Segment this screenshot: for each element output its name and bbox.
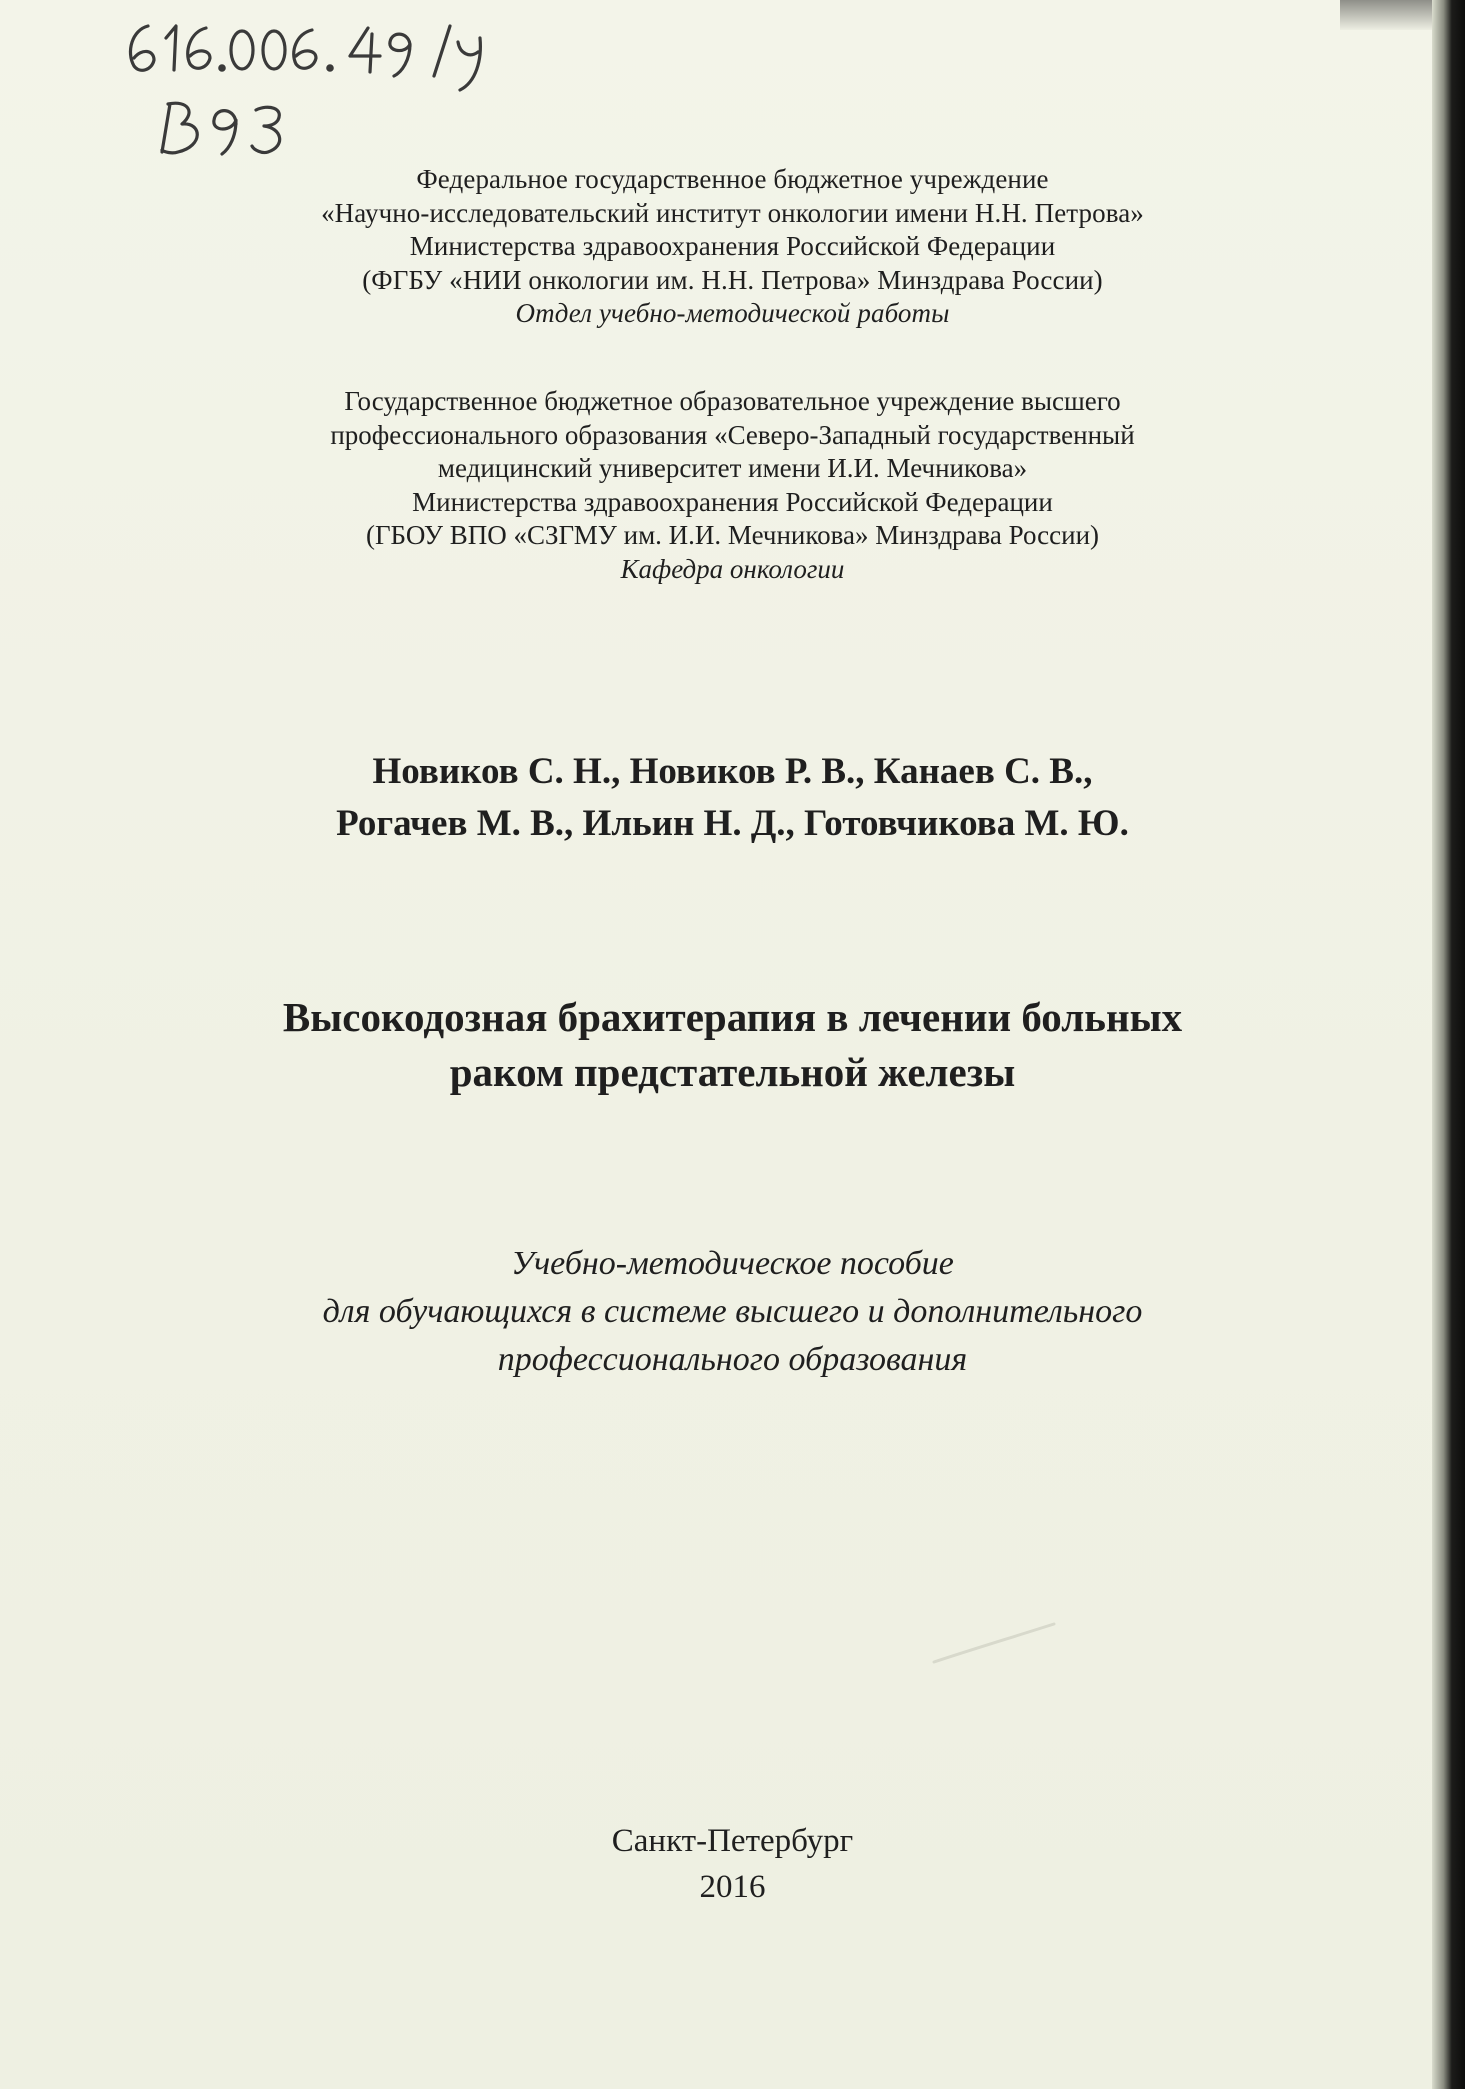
institution-1-line-2: «Научно-исследовательский институт онкологии имени Н.Н. Петрова»	[321, 197, 1144, 228]
document-title	[0, 990, 1465, 1100]
institution-1-line-1: Федеральное государственное бюджетное учреждение	[416, 164, 1049, 194]
handwritten-shelfmark	[118, 8, 578, 168]
authors-block	[0, 746, 1465, 850]
pencil-mark	[930, 1610, 1060, 1670]
institution-1-department: Отдел учебно-методической работы	[515, 298, 950, 328]
title-line-2: раком предстательной железы	[449, 1049, 1016, 1095]
imprint-block	[0, 1818, 1465, 1910]
imprint-year: 2016	[699, 1869, 766, 1905]
subtitle-line-1: Учебно-методическое пособие	[511, 1245, 954, 1282]
handwritten-shelfmark-drawing	[118, 8, 578, 168]
subtitle-line-3: профессионального образования	[497, 1341, 968, 1378]
authors-line-2: Рогачев М. В., Ильин Н. Д., Готовчикова М. Ю.	[336, 803, 1129, 844]
institution-1-line-4: (ФГБУ «НИИ онкологии им. Н.Н. Петрова» Минздрава России)	[362, 264, 1103, 295]
authors-line-1: Новиков С. Н., Новиков Р. В., Канаев С. В.,	[372, 751, 1093, 792]
institution-2-line-4: Министерства здравоохранения Российской Федерации	[412, 486, 1053, 517]
institution-2-line-1: Государственное бюджетное образовательное учреждение высшего	[344, 386, 1121, 416]
institution-2-department: Кафедра онкологии	[620, 553, 845, 584]
imprint-city: Санкт-Петербург	[611, 1823, 854, 1859]
institution-2-line-2: профессионального образования «Северо-Западный государственный	[330, 419, 1135, 450]
institution-1-line-3: Министерства здравоохранения Российской Федерации	[409, 231, 1056, 261]
institution-1-block	[0, 163, 1465, 331]
subtitle-line-2: для обучающихся в системе высшего и дополнительного	[322, 1293, 1143, 1330]
institution-2-line-3: медицинский университет имени И.И. Мечникова»	[437, 453, 1028, 483]
institution-2-line-5: (ГБОУ ВПО «СЗГМУ им. И.И. Мечникова» Минздрава России)	[365, 520, 1100, 550]
scan-shadow-top	[1340, 0, 1440, 30]
document-subtitle	[0, 1240, 1465, 1384]
institution-2-block	[0, 385, 1465, 586]
title-line-1: Высокодозная брахитерапия в лечении больных	[282, 994, 1183, 1040]
